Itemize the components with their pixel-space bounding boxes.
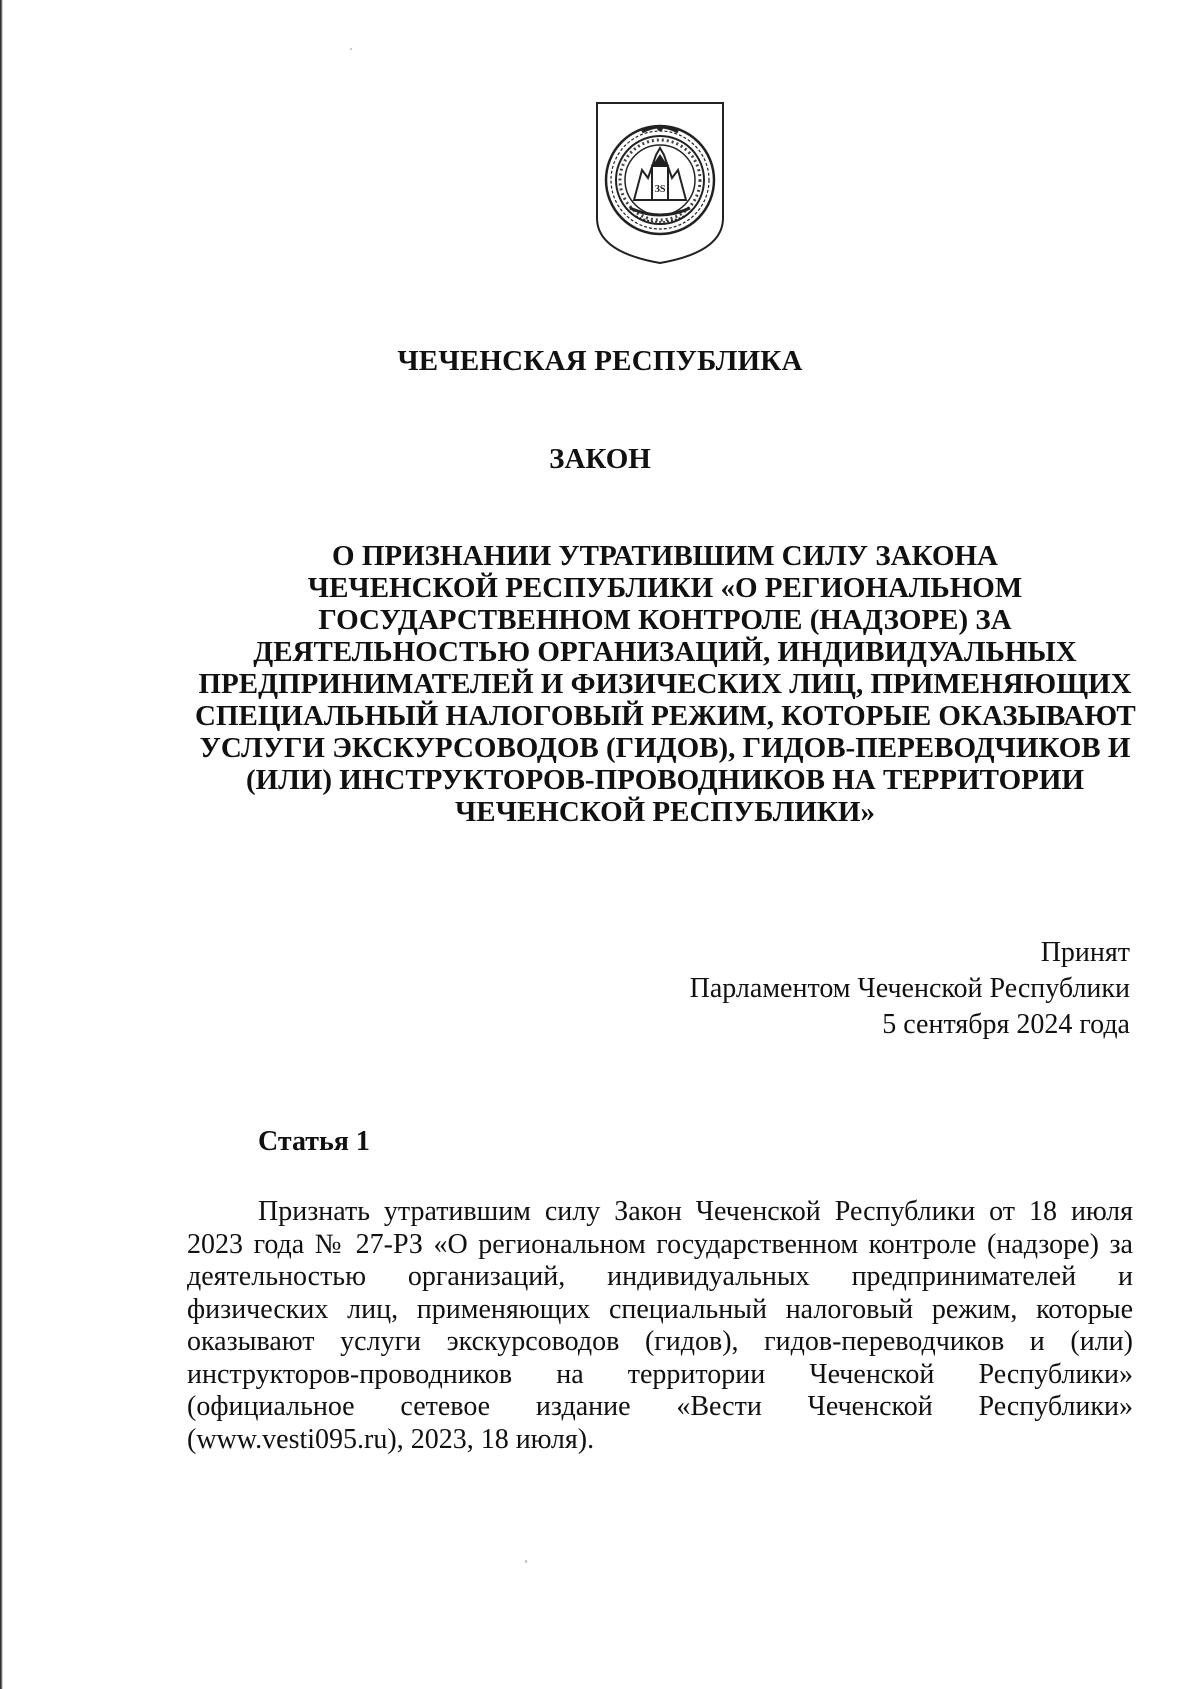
republic-title: ЧЕЧЕНСКАЯ РЕСПУБЛИКА xyxy=(397,345,803,377)
scan-speck xyxy=(350,48,352,50)
scan-speck xyxy=(525,1560,527,1563)
law-name-line: О ПРИЗНАНИИ УТРАТИВШИМ СИЛУ ЗАКОНА xyxy=(332,540,998,572)
law-name-line: ДЕЯТЕЛЬНОСТЬЮ ОРГАНИЗАЦИЙ, ИНДИВИДУАЛЬНЫХ xyxy=(253,636,1077,668)
article-body-line: (официальное сетевое издание «Вести Чеченской Республики» xyxy=(187,1391,1133,1422)
article-body-line: Признать утратившим силу Закон Чеченской Республики от 18 июля xyxy=(258,1196,1133,1227)
article-body-line: (www.vesti095.ru), 2023, 18 июля). xyxy=(187,1423,595,1455)
article-body-line: деятельностью организаций, индивидуальных предпринимателей и xyxy=(187,1261,1133,1292)
chechen-republic-coat-of-arms-icon xyxy=(594,100,726,266)
law-name-line: ЧЕЧЕНСКОЙ РЕСПУБЛИКИ» xyxy=(455,796,875,828)
adoption-block xyxy=(690,935,1130,1043)
document-type-title: ЗАКОН xyxy=(549,443,651,475)
article-body xyxy=(187,1196,1133,1456)
article-body-line: инструкторов-проводников на территории Чеченской Республики» xyxy=(187,1358,1133,1390)
scan-edge xyxy=(0,0,3,1689)
adoption-date: 5 сентября 2024 года xyxy=(882,1009,1130,1040)
law-name-line: УСЛУГИ ЭКСКУРСОВОДОВ (ГИДОВ), ГИДОВ-ПЕРЕВОДЧИКОВ И xyxy=(199,732,1131,764)
law-name-line: ЧЕЧЕНСКОЙ РЕСПУБЛИКИ «О РЕГИОНАЛЬНОМ xyxy=(307,572,1023,604)
adoption-body: Парламентом Чеченской Республики xyxy=(689,973,1130,1004)
article-body-line: 2023 года № 27-РЗ «О региональном государственном контроле (надзоре) за xyxy=(187,1228,1133,1260)
svg-text:ЗЅ: ЗЅ xyxy=(654,184,666,195)
law-name-line: ГОСУДАРСТВЕННОМ КОНТРОЛЕ (НАДЗОРЕ) ЗА xyxy=(318,604,1012,636)
adoption-status: Принят xyxy=(1040,937,1130,968)
article-body-line: оказывают услуги экскурсоводов (гидов), гидов-переводчиков и (или) xyxy=(187,1326,1133,1357)
law-name-line: СПЕЦИАЛЬНЫЙ НАЛОГОВЫЙ РЕЖИМ, КОТОРЫЕ ОКАЗЫВАЮТ xyxy=(195,700,1136,732)
coat-of-arms-emblem xyxy=(594,100,726,266)
law-name-line: (ИЛИ) ИНСТРУКТОРОВ-ПРОВОДНИКОВ НА ТЕРРИТОРИИ xyxy=(245,764,1084,796)
law-name-line: ПРЕДПРИНИМАТЕЛЕЙ И ФИЗИЧЕСКИХ ЛИЦ, ПРИМЕНЯЮЩИХ xyxy=(198,668,1132,700)
law-name-heading xyxy=(195,540,1135,828)
article-body-line: физических лиц, применяющих специальный налоговый режим, которые xyxy=(187,1293,1133,1325)
article-heading: Статья 1 xyxy=(258,1126,370,1157)
